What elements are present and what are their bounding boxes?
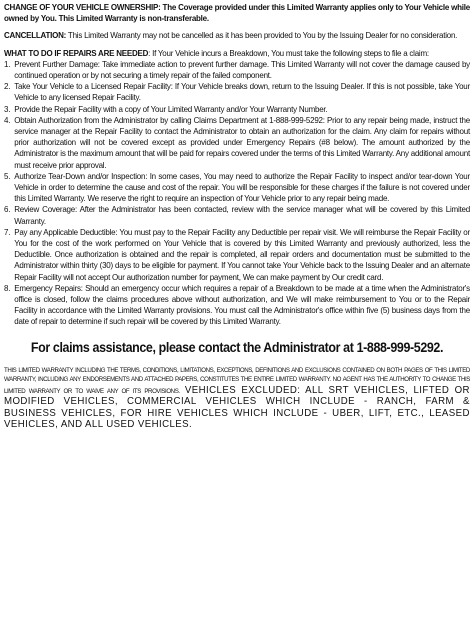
entire-warranty-notice: THIS LIMITED WARRANTY INCLUDING THE TERMS, CONDITIONS, LIMITATIONS, EXCEPTIONS, DEFINITIONS AND EXCLUSIONS CONTAINED ON BOTH PAGES OF THIS LIMITED WARRANTY, INCLUDING ANY ENDORSEMENTS AND ATTACHED PAPERS, CONSTITUTES THE ENTIRE LIMITED WARRANTY. NO AGENT HAS THE AUTHORITY TO CHANGE THIS LIMITED WARRANTY OR TO WAIVE ANY OF ITS PROVISIONS. [4,366,470,395]
repair-step [4,115,470,171]
repair-step [4,204,470,226]
step-text: Prevent Further Damage: Take immediate action to prevent further damage. This Limited Warranty will not cover the damage caused by continued operation or by not securing a timely repair of the failed component. [14,58,470,81]
step-number: 4. [4,114,11,125]
vehicles-excluded-notice: VEHICLES EXCLUDED: ALL SRT VEHICLES, LIFTED OR MODIFIED VEHICLES, COMMERCIAL VEHICLES WHICH INCLUDE - RANCH, FARM & BUSINESS VEHICLES, FOR HIRE VEHICLES WHICH INCLUDE - UBER, LIFT, ETC., LEASED VEHICLES, AND ALL USED VEHICLES. [4,384,470,431]
step-text: Authorize Tear-Down and/or Inspection: In some cases, You may need to authorize the Repair Facility to inspect and/or tear-down Your Vehicle in order to determine the cause and cost of the repair. You will be responsible for these charges if the failure is not covered under this Limited Warranty. We reserve the right to require an inspection of Your Vehicle prior to any repair being made. [14,170,470,204]
repair-step [4,171,470,205]
claims-assistance-line: For claims assistance, please contact the Administrator at 1-888-999-5292. [30,339,444,355]
step-text: Obtain Authorization from the Administrator by calling Claims Department at 1-888-999-5292: Prior to any repair being made, instruct the service manager at the Repair Facility to contact the Administrator to obtain an authorization for the claim. Any claim for repairs without prior authorization will not be covered except as provided under Emergency Repairs (#8 below). The amount authorized by the Administrator is the maximum amount that will be paid for repairs covered under the terms of this Limited Warranty. Any additional amount must receive prior approval. [14,114,470,170]
cancellation-section [4,30,470,41]
step-text: Review Coverage: After the Administrator has been contacted, review with the service manager what will be covered by this Limited Warranty. [14,204,470,226]
repair-step [4,104,470,115]
ownership-section [4,2,470,24]
warranty-document [4,2,470,431]
step-text: Take Your Vehicle to a Licensed Repair Facility: If Your Vehicle breaks down, return to the Issuing Dealer. If this is not possible, take Your Vehicle to any licensed Repair Facility. [14,81,470,103]
step-number: 6. [4,204,11,215]
step-number: 5. [4,170,11,181]
fine-print [4,366,470,431]
step-number: 1. [4,58,11,69]
repair-step [4,283,470,328]
cancellation-text: This Limited Warranty may not be cancelled as it has been provided to You by the Issuing Dealer for no consideration. [66,30,458,41]
cancellation-heading: CANCELLATION: [4,30,67,41]
step-number: 8. [4,282,11,293]
repair-step [4,227,470,283]
repairs-section [4,48,470,328]
repairs-intro: : If Your Vehicle incurs a Breakdown, You must take the following steps to file a claim: [148,47,429,58]
repairs-intro-line [4,48,470,59]
step-number: 3. [4,103,11,114]
repair-step [4,81,470,103]
repair-steps-list [4,59,470,328]
step-number: 7. [4,226,11,237]
step-text: Emergency Repairs: Should an emergency occur which requires a repair of a Breakdown to be made at a time when the Administrator's office is closed, follow the claims procedures above without authorization, and We will make reimbursement to You or to the Repair Facility in accordance with the Limited Warranty provisions. You must call the Administrator's office within five (5) business days from the date of repair to determine if such repair will be covered by this Limited Warranty. [14,282,470,327]
ownership-text: The Coverage provided under this Limited Warranty applies only to Your Vehicle while owned by You. This Limited Warranty is non-transferable. [4,2,470,24]
repairs-heading: WHAT TO DO IF REPAIRS ARE NEEDED [4,47,149,58]
ownership-heading: CHANGE OF YOUR VEHICLE OWNERSHIP: [4,2,161,12]
step-text: Provide the Repair Facility with a copy of Your Limited Warranty and/or Your Warranty Number. [14,103,328,114]
step-number: 2. [4,81,11,92]
step-text: Pay any Applicable Deductible: You must pay to the Repair Facility any Deductible per repair visit. We will reimburse the Repair Facility or You for the cost of the work performed on Your Vehicle that is covered by this Limited Warranty and previously authorized, less the Deductible. Once authorization is obtained and the repair is completed, all repair orders and documentation must be submitted to the Administrator within thirty (30) days to be eligible for payment. If You cannot take Your Vehicle back to the Issuing Dealer and an alternate Repair Facility will not accept Our authorization number for payment, We can make payment by Our credit card. [14,226,470,282]
repair-step [4,59,470,81]
